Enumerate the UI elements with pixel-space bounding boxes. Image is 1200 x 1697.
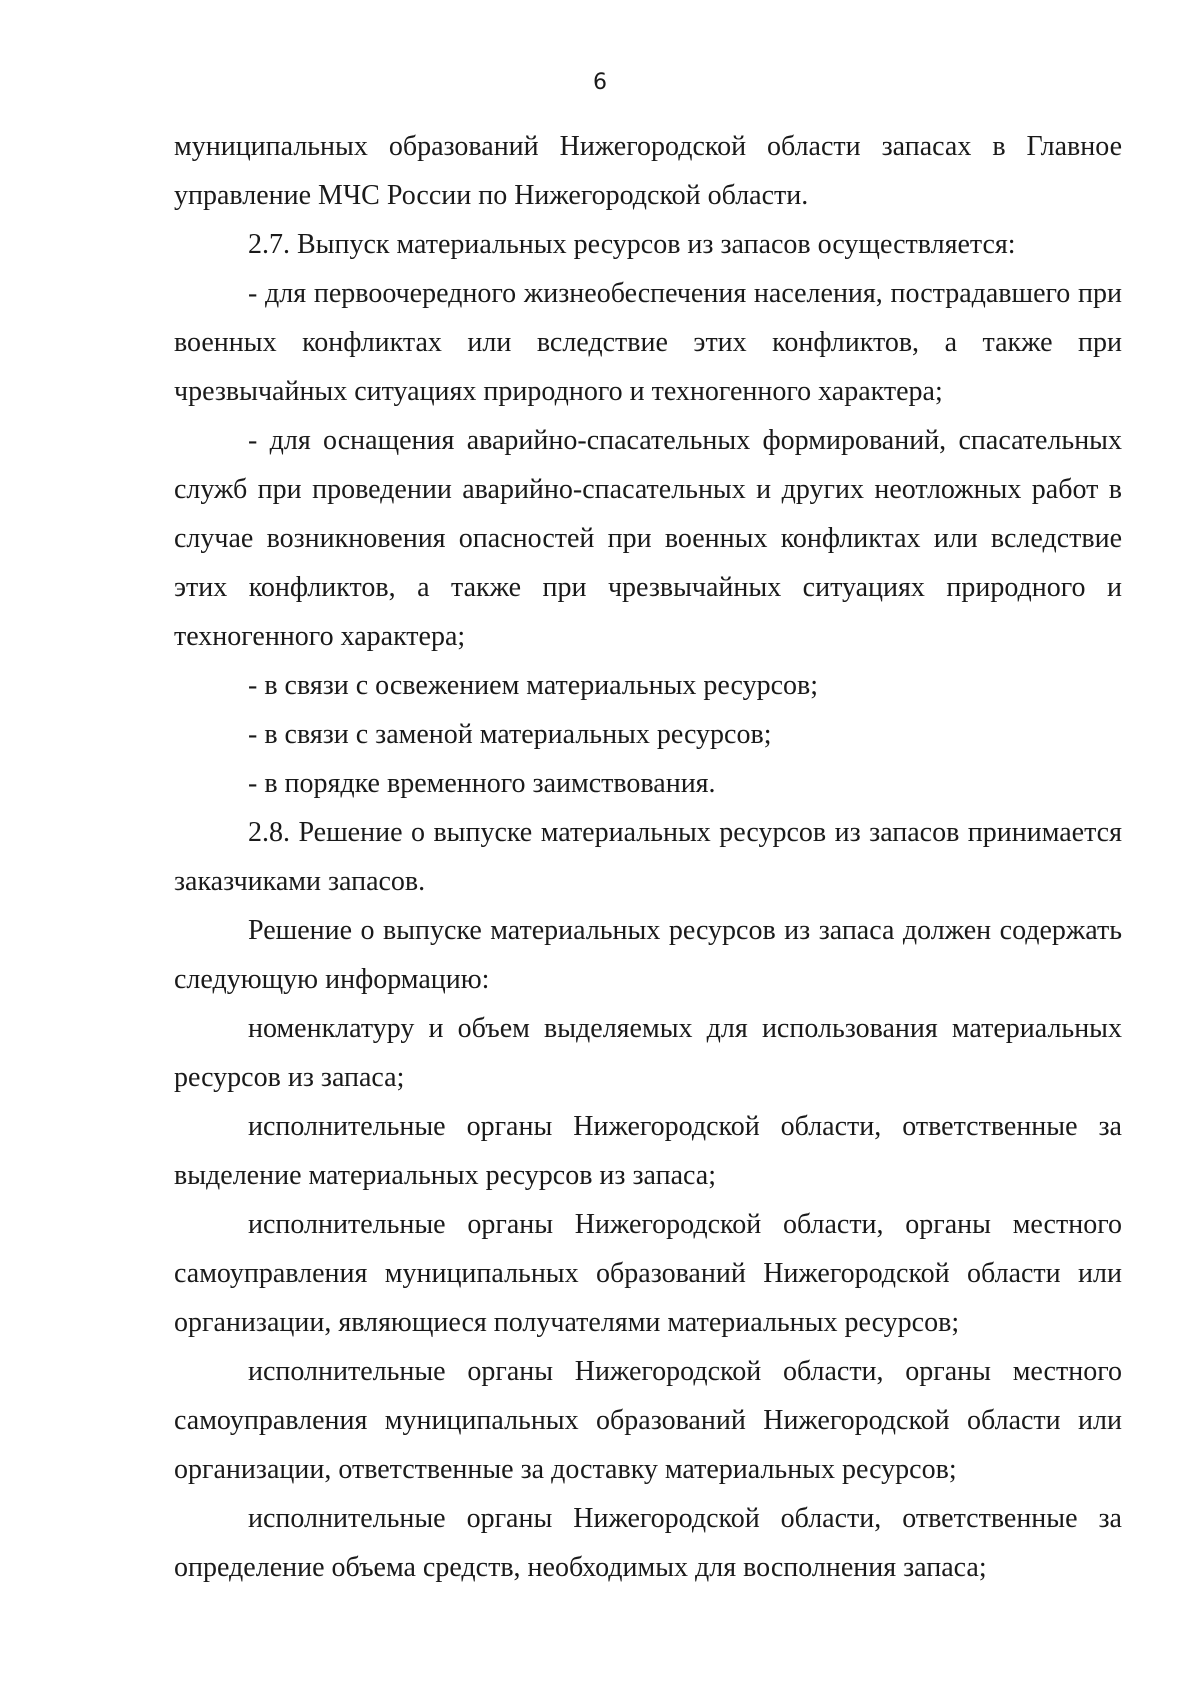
- list-item-responsible-allocation: исполнительные органы Нижегородской области, ответственные за выделение материальных ресурсов из запаса;: [174, 1111, 1122, 1191]
- paragraph-2-7-heading: 2.7. Выпуск материальных ресурсов из запасов осуществляется:: [248, 229, 1016, 260]
- paragraph-decision-content: Решение о выпуске материальных ресурсов из запаса должен содержать следующую информацию:: [174, 915, 1122, 995]
- list-item-replenishment: исполнительные органы Нижегородской области, ответственные за определение объема средств, необходимых для восполнения запаса;: [174, 1503, 1122, 1583]
- list-item-borrowing: - в порядке временного заимствования.: [248, 768, 716, 799]
- list-item-rescue-equipment: - для оснащения аварийно-спасательных формирований, спасательных служб при проведении аварийно-спасательных и других неотложных работ в случае возникновения опасностей при военных конфликтах или вследствие этих конфликтов, а также при чрезвычайных ситуациях природного и техногенного характера;: [174, 425, 1122, 652]
- paragraph-2-8: 2.8. Решение о выпуске материальных ресурсов из запасов принимается заказчиками запасов.: [174, 817, 1122, 897]
- list-item-refresh: - в связи с освежением материальных ресурсов;: [248, 670, 819, 701]
- list-item-replacement: - в связи с заменой материальных ресурсов;: [248, 719, 772, 750]
- list-item-recipients: исполнительные органы Нижегородской области, органы местного самоуправления муниципальных образований Нижегородской области или организации, являющиеся получателями материальных ресурсов;: [174, 1209, 1122, 1338]
- list-item-life-support: - для первоочередного жизнеобеспечения населения, пострадавшего при военных конфликтах или вследствие этих конфликтов, а также при чрезвычайных ситуациях природного и техногенного характера;: [174, 278, 1122, 407]
- document-body: [174, 122, 1122, 1592]
- list-item-nomenclature: номенклатуру и объем выделяемых для использования материальных ресурсов из запаса;: [174, 1013, 1122, 1093]
- page-number: 6: [593, 70, 607, 95]
- list-item-delivery: исполнительные органы Нижегородской области, органы местного самоуправления муниципальных образований Нижегородской области или организации, ответственные за доставку материальных ресурсов;: [174, 1356, 1122, 1485]
- paragraph-continuation: муниципальных образований Нижегородской области запасах в Главное управление МЧС России по Нижегородской области.: [174, 131, 1122, 211]
